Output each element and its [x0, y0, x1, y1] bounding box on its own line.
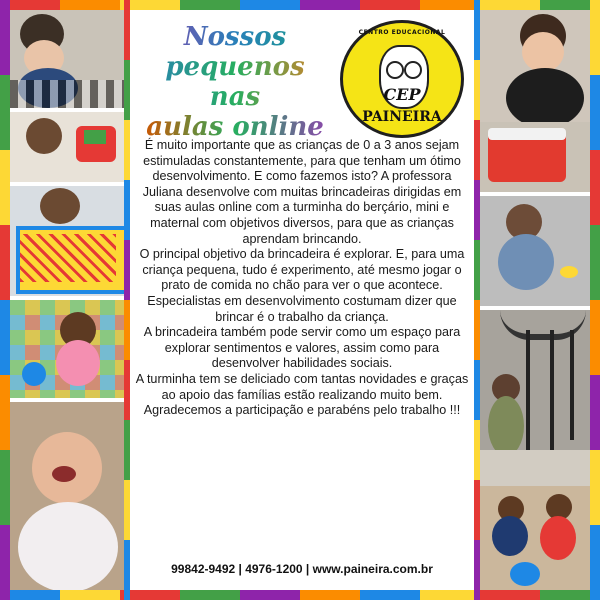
- frame-bottom: [0, 590, 600, 600]
- paragraph-3: A brincadeira também pode servir como um espaço para explorar sentimentos e valores, assim como para desenvolver habilidades sociais.: [143, 325, 461, 371]
- photo-baby-playmat: [10, 300, 124, 398]
- photo-boy-top-right: [480, 10, 590, 122]
- title-line-2: pequenos nas: [140, 52, 330, 112]
- paragraph-1: É muito importante que as crianças de 0 a 3 anos sejam estimuladas constantemente, para que tenham um ótimo desenvolvimento. E como fazemos isto? A professora Juliana desenvolve com muitas brincadeiras dirigidas em suas aulas online com a turminha do berçário, mini e maternal com objetivos diversos, para que as crianças aprendam brincando.: [142, 138, 462, 246]
- title-line-1: Nossos: [140, 22, 330, 52]
- photo-baby-floor: [480, 196, 590, 306]
- photo-baby-top-left: [10, 10, 124, 108]
- photo-two-boys: [480, 486, 590, 590]
- photo-baby-laughing: [10, 402, 124, 590]
- logo-arc-text: CENTRO EDUCACIONAL: [358, 29, 446, 36]
- school-logo: [340, 20, 464, 138]
- contact-footer: 99842-9492 | 4976-1200 | www.paineira.com.br: [171, 562, 433, 576]
- photo-baby-basket: [10, 186, 124, 296]
- frame-top: [0, 0, 600, 10]
- logo-initials: CEP: [383, 85, 421, 104]
- frame-left: [0, 0, 10, 600]
- paragraph-2: O principal objetivo da brincadeira é explorar. E, para uma criança pequena, tudo é experimento, até mesmo jogar o prato de comida no chão para ver o que acontece. Especialistas em desenvolvimento costumam dizer que brincar é o trabalho da criança.: [139, 247, 465, 324]
- article-body: [134, 138, 470, 419]
- frame-right: [590, 0, 600, 600]
- paragraph-4: A turminha tem se deliciado com tantas novidades e graças ao apoio das famílias estão realizando muito bem. Agradecemos a participação e parabéns pelo trabalho !!!: [135, 371, 469, 418]
- photo-red-bucket: [480, 122, 590, 192]
- logo-name: PAINEIRA: [362, 109, 442, 125]
- photo-baby-toy-car: [10, 112, 124, 182]
- photo-kitchen-utensils: [480, 310, 590, 486]
- title-line-3: aulas online: [140, 112, 330, 142]
- page-title: [140, 22, 330, 142]
